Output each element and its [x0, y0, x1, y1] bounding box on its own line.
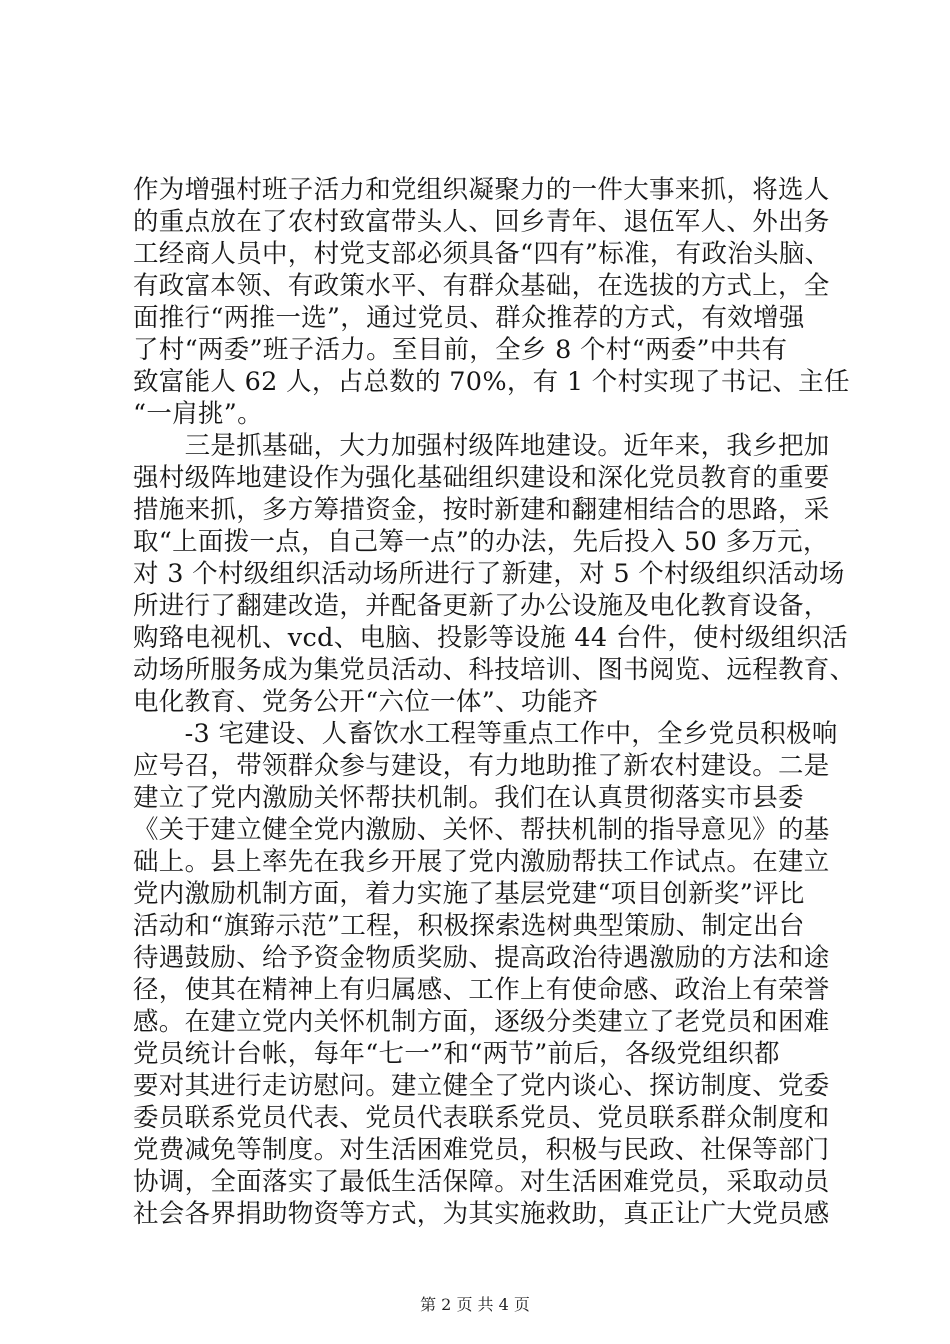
- text-line: 购臵电视机、vcd、电脑、投影等设施 44 台件，使村级组织活: [133, 623, 848, 653]
- text-line: 建立了党内激励关怀帮扶机制。我们在认真贯彻落实市县委: [133, 783, 804, 813]
- text-line: 党费减免等制度。对生活困难党员，积极与民政、社保等部门: [133, 1135, 830, 1165]
- text-line: 社会各界捐助物资等方式，为其实施救助，真正让广大党员感: [133, 1199, 830, 1229]
- text-line: 要对其进行走访慰问。建立健全了党内谈心、探访制度、党委: [133, 1071, 830, 1101]
- text-line: 《关于建立健全党内激励、关怀、帮扶机制的指导意见》的基: [133, 815, 830, 845]
- text-line: 三是抓基础，大力加强村级阵地建设。近年来，我乡把加: [133, 431, 830, 461]
- text-line: 党内激励机制方面，着力实施了基层党建“项目创新奖”评比: [133, 879, 805, 909]
- text-line: 动场所服务成为集党员活动、科技培训、图书阅览、远程教育、: [133, 655, 856, 685]
- text-line: 所进行了翻建改造，并配备更新了办公设施及电化教育设备，: [133, 591, 830, 621]
- text-line: 有政富本领、有政策水平、有群众基础，在选拔的方式上，全: [133, 271, 830, 301]
- text-line: 作为增强村班子活力和党组织凝聚力的一件大事来抓，将选人: [133, 175, 830, 205]
- text-line: 础上。县上率先在我乡开展了党内激励帮扶工作试点。在建立: [133, 847, 830, 877]
- text-line: 面推行“两推一选”，通过党员、群众推荐的方式，有效增强: [133, 303, 805, 333]
- text-line: 径，使其在精神上有归属感、工作上有使命感、政治上有荣誉: [133, 975, 830, 1005]
- text-line: 应号召，带领群众参与建设，有力地助推了新农村建设。二是: [133, 751, 830, 781]
- text-line: 待遇鼓励、给予资金物质奖励、提高政治待遇激励的方法和途: [133, 943, 830, 973]
- text-line: 了村“两委”班子活力。至目前，全乡 8 个村“两委”中共有: [133, 335, 788, 365]
- text-line: 感。在建立党内关怀机制方面，逐级分类建立了老党员和困难: [133, 1007, 830, 1037]
- text-line: 委员联系党员代表、党员代表联系党员、党员联系群众制度和: [133, 1103, 830, 1133]
- page-number-footer: 第 2 页 共 4 页: [420, 1295, 530, 1314]
- text-line: 工经商人员中，村党支部必须具备“四有”标准，有政治头脑、: [133, 239, 831, 269]
- text-line: 协调，全面落实了最低生活保障。对生活困难党员，采取动员: [133, 1167, 830, 1197]
- text-line: “一肩挑”。: [133, 399, 263, 429]
- text-line: -3 宅建设、人畜饮水工程等重点工作中，全乡党员积极响: [133, 719, 838, 749]
- text-line: 强村级阵地建设作为强化基础组织建设和深化党员教育的重要: [133, 463, 830, 493]
- text-line: 电化教育、党务公开“六位一体”、功能齐: [133, 687, 599, 717]
- text-line: 致富能人 62 人，占总数的 70%，有 1 个村实现了书记、主任: [133, 367, 850, 397]
- text-line: 的重点放在了农村致富带头人、回乡青年、退伍军人、外出务: [133, 207, 830, 237]
- text-line: 党员统计台帐，每年“七一”和“两节”前后，各级党组织都: [133, 1039, 780, 1069]
- text-line: 活动和“旗臶示范”工程，积极探索选树典型策励、制定出台: [133, 911, 805, 941]
- text-line: 取“上面拨一点，自己筹一点”的办法，先后投入 50 多万元，: [133, 527, 829, 557]
- text-line: 对 3 个村级组织活动场所进行了新建，对 5 个村级组织活动场: [133, 559, 845, 589]
- text-line: 措施来抓，多方筹措资金，按时新建和翻建相结合的思路，采: [133, 495, 830, 525]
